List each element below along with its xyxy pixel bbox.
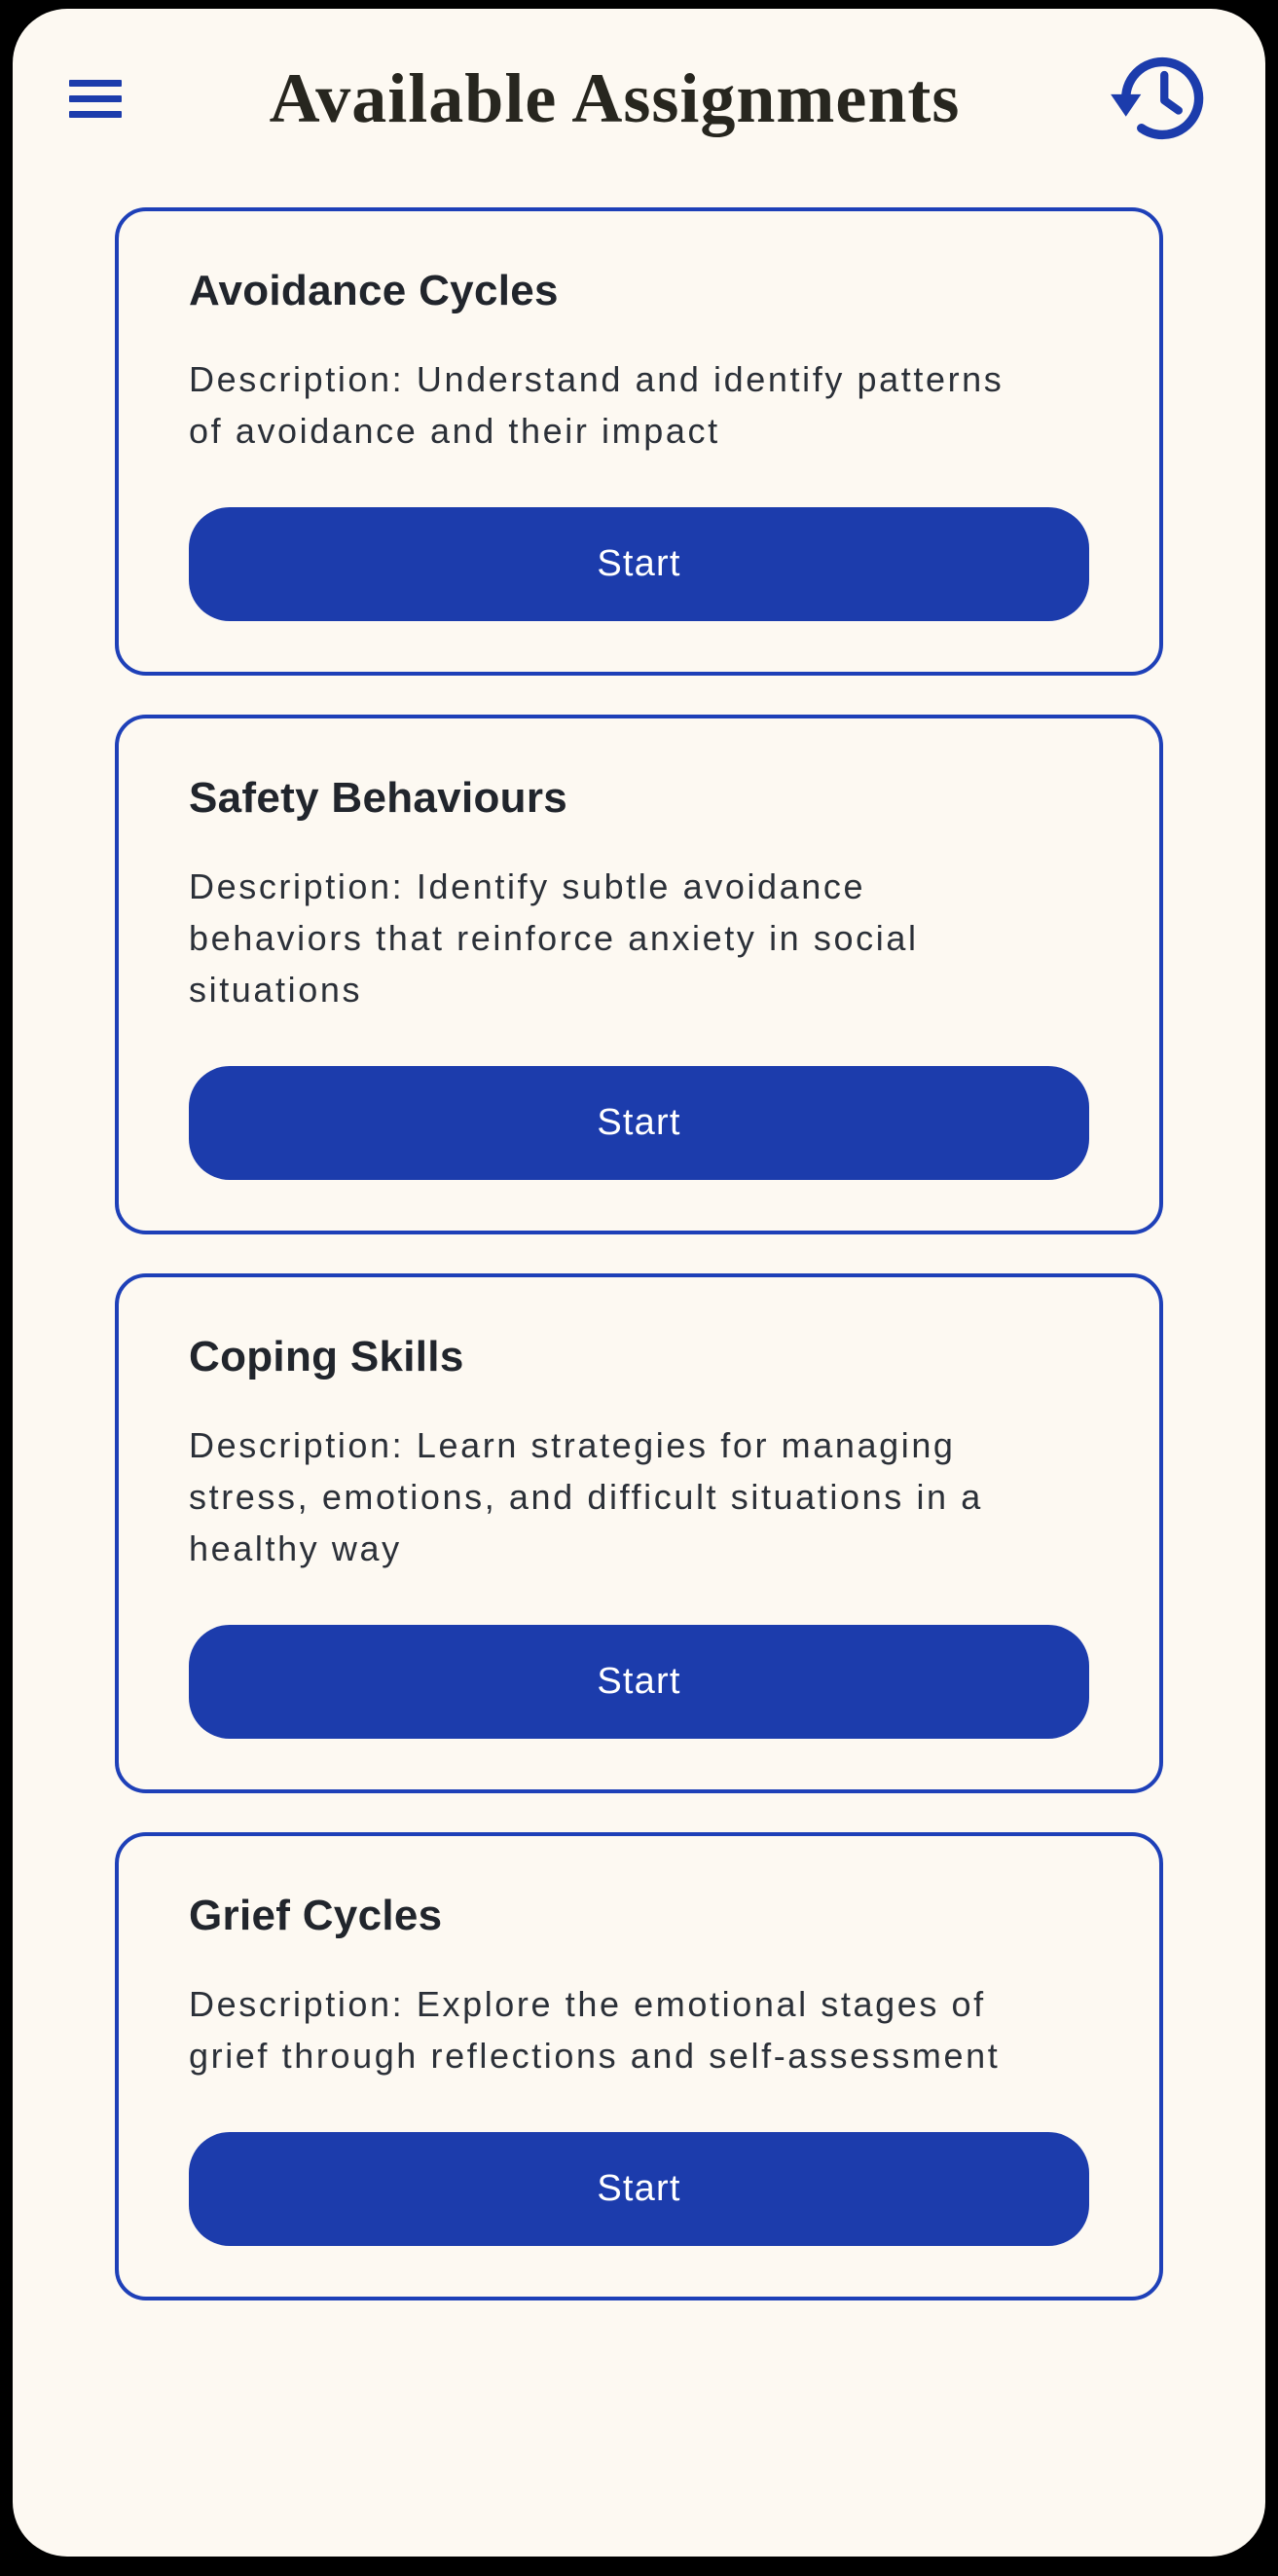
header [13,50,1265,147]
start-button[interactable]: Start [189,1625,1089,1739]
start-button[interactable]: Start [189,507,1089,621]
card-title: Grief Cycles [189,1892,443,1939]
menu-button[interactable] [69,80,122,118]
history-button[interactable] [1108,48,1209,149]
card-description: Description: Explore the emotional stages of grief through reflections and self-assessment [189,1984,1001,2076]
card-description: Description: Learn strategies for managing stress, emotions, and difficult situations in a healthy way [189,1425,983,1568]
history-icon [1108,48,1209,149]
page-title: Available Assignments [269,58,961,137]
assignment-card [115,1832,1163,2300]
card-title: Coping Skills [189,1333,464,1380]
assignment-list [13,207,1265,2300]
assignment-card [115,715,1163,1234]
card-description: Description: Identify subtle avoidance behaviors that reinforce anxiety in social situations [189,866,919,1010]
app-screen [13,9,1265,2557]
card-title: Avoidance Cycles [189,267,559,314]
start-button[interactable]: Start [189,2132,1089,2246]
menu-icon [69,80,122,87]
assignment-card [115,1273,1163,1793]
start-button[interactable]: Start [189,1066,1089,1180]
assignment-card [115,207,1163,676]
card-description: Description: Understand and identify patterns of avoidance and their impact [189,359,1004,451]
card-title: Safety Behaviours [189,774,568,822]
